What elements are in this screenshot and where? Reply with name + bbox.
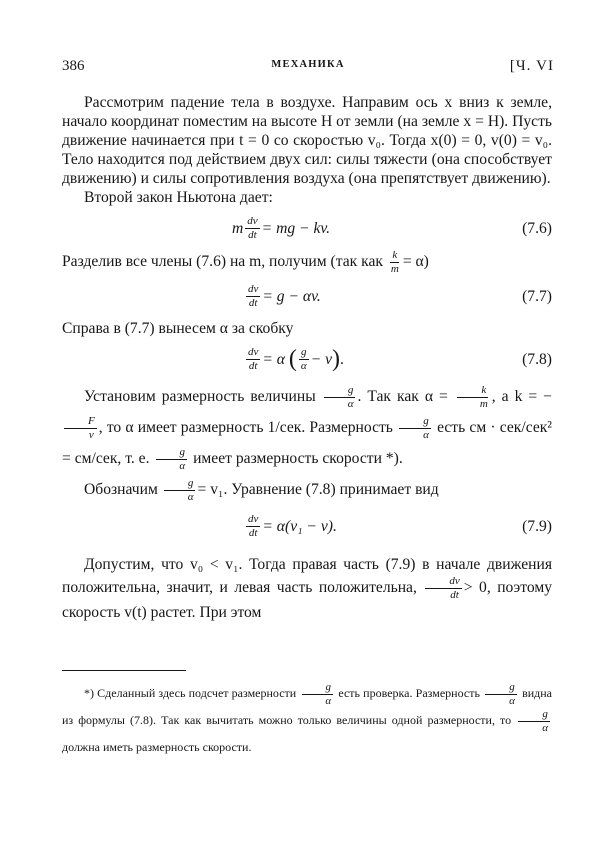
eq-mass: m [232,219,244,237]
main-text [62,93,552,624]
footnote-text: *) Сделанный здесь подсчет размерности $\frac{g}{\alpha}$ есть проверка. Размерность $\frac{g}{\alpha}$ видна из формулы (7.8). Так как вычитать можно только величины одной размерности, то $\frac{g}{\alpha}$ должна иметь размерность скорости. [62,680,553,754]
equation-number: (7.7) [522,288,552,305]
paragraph-denote: Обозначим $\frac{g}{\alpha}$ = v₁. Уравнение (7.8) принимает вид [84,476,439,503]
eq-fraction: $\frac{dv}{dt}$ [248,345,259,372]
equation-number: (7.9) [522,518,552,535]
eq-rhs: = mg − kv. [261,219,331,237]
paragraph-dimension: Установим размерность величины $\frac{g}{\alpha}$ . Так как α = $\frac{k}{m}$ , а k = − $\frac{F}{v}$ , то α имеет размерность 1/сек. Размерность $\frac{g}{\alpha}$ есть см · сек/сек² = см/сек, т. е. $\frac{g}{\alpha}$ имеет размерность скорости *). [62,383,552,472]
paragraph-assume: Допустим, что v₀ < v₁. Тогда правая часть (7.9) в начале движения положительна, значит, и левая часть положительна, $\frac{dv}{dt}$ > 0, поэтому скорость v(t) растет. При этом [62,556,552,621]
running-title: МЕХАНИКА [271,59,345,70]
eq-fraction: $\frac{dv}{dt}$ [248,282,259,309]
fraction-k-m: $\frac{k}{m}$ [390,249,399,275]
paragraph-divide: Разделив все члены (7.6) на m, получим (так как $\frac{k}{m}$ = α) [62,249,429,275]
equation-number: (7.6) [522,220,552,237]
equation-7-7 [62,277,552,315]
equation-7-8: $\frac{dv}{dt}$ = α ( $\frac{g}{\alpha}$ − v ) . (7.8) [248,345,552,372]
chapter-label: [Ч. VI [509,58,554,74]
footnote [62,680,552,760]
equation-7-9 [62,507,552,545]
equation-number: (7.8) [522,351,552,368]
page-header [62,58,554,78]
eq-fraction: $\frac{dv}{dt}$ [247,214,258,241]
eq-rhs: = α(v₁ − v). [262,517,337,535]
eq-fraction: $\frac{dv}{dt}$ [248,512,259,539]
paragraph-fall-setup: Рассмотрим падение тела в воздухе. Направим ось x вниз к земле, начало координат поместим на высоте H от земли (на земле x = H). Пусть движение начинается при t = 0 со скоростью v₀. Тогда x(0) = 0, v(0) = v₀. Тело находится под действием двух сил: силы тяжести (она способствует движению) и силы сопротивления воздуха (она препятствует движению). [62,94,552,187]
paragraph-newton: Второй закон Ньютона дает: [84,189,273,206]
eq-rhs: = g − αv. [262,287,321,305]
page-number: 386 [62,58,85,74]
equation-7-6 [62,209,552,247]
paragraph-factor: Справа в (7.7) вынесем α за скобку [62,320,294,337]
footnote-divider [62,670,186,671]
